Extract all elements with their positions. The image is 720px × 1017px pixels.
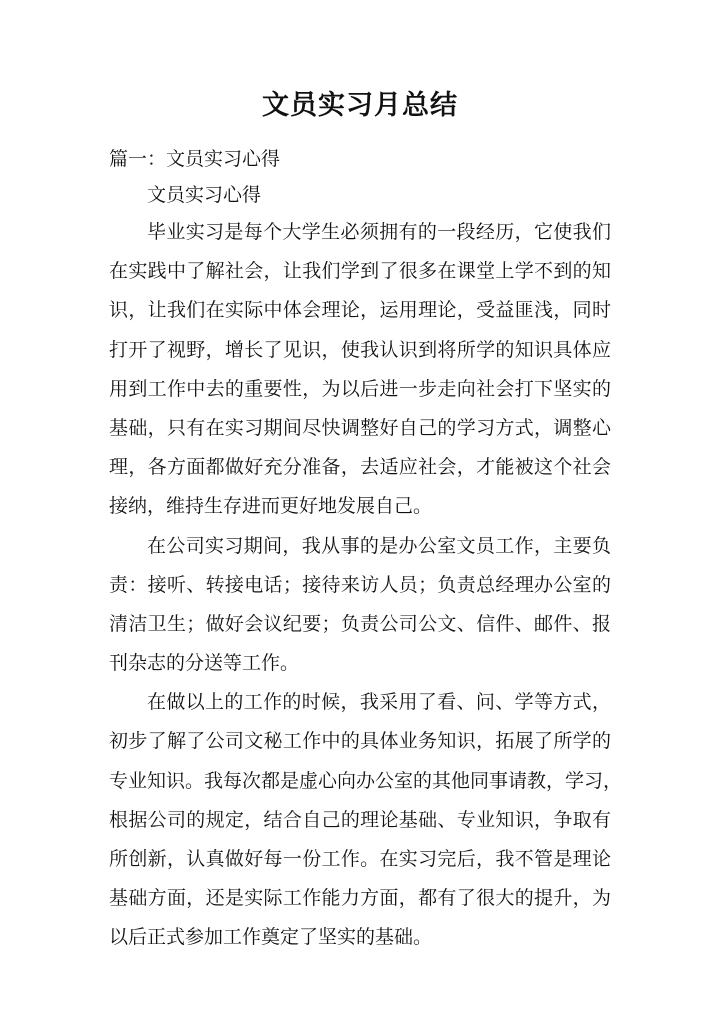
paragraph-line: 所创新，认真做好每一份工作。在实习完后，我不管是理论 [109,848,611,870]
paragraph-line: 基础方面，还是实际工作能力方面，都有了很大的提升，为 [109,887,611,910]
paragraph-line: 在做以上的工作的时候，我采用了看、问、学等方式， [147,691,611,714]
paragraph-line: 责：接听、转接电话；接待来访人员；负责总经理办公室的 [109,573,611,596]
paragraph-2 [109,527,611,684]
paragraph-line: 刊杂志的分送等工作。 [109,652,300,675]
section-heading: 篇一：文员实习心得 [109,148,281,170]
paragraph-1 [109,213,611,527]
paragraph-line: 在实践中了解社会，让我们学到了很多在课堂上学不到的知 [109,260,611,283]
paragraph-line: 用到工作中去的重要性，为以后进一步走向社会打下坚实的 [109,377,611,400]
paragraph-line: 专业知识。我每次都是虚心向办公室的其他同事请教，学习， [109,769,623,792]
paragraph-line: 接纳，维持生存进而更好地发展自己。 [109,495,433,518]
paragraph-line: 在公司实习期间，我从事的是办公室文员工作，主要负 [147,534,611,557]
paragraph-line: 以后正式参加工作奠定了坚实的基础。 [109,926,433,949]
paragraph-line: 基础，只有在实习期间尽快调整好自己的学习方式，调整心 [109,416,611,439]
document-body [109,177,623,958]
sub-title: 文员实习心得 [147,184,262,206]
paragraph-line: 初步了解了公司文秘工作中的具体业务知识，拓展了所学的 [109,730,611,753]
paragraph-line: 根据公司的规定，结合自己的理论基础、专业知识，争取有 [109,808,611,831]
paragraph-line: 清洁卫生；做好会议纪要；负责公司公文、信件、邮件、报 [109,612,611,635]
paragraph-line: 毕业实习是每个大学生必须拥有的一段经历，它使我们 [147,221,611,243]
document-title: 文员实习月总结 [262,90,458,121]
paragraph-line: 理，各方面都做好充分准备，去适应社会，才能被这个社会 [109,456,611,479]
paragraph-line: 识，让我们在实际中体会理论，运用理论，受益匪浅，同时 [109,299,611,322]
paragraph-3 [109,683,623,957]
paragraph-line: 打开了视野，增长了见识，使我认识到将所学的知识具体应 [109,338,611,361]
